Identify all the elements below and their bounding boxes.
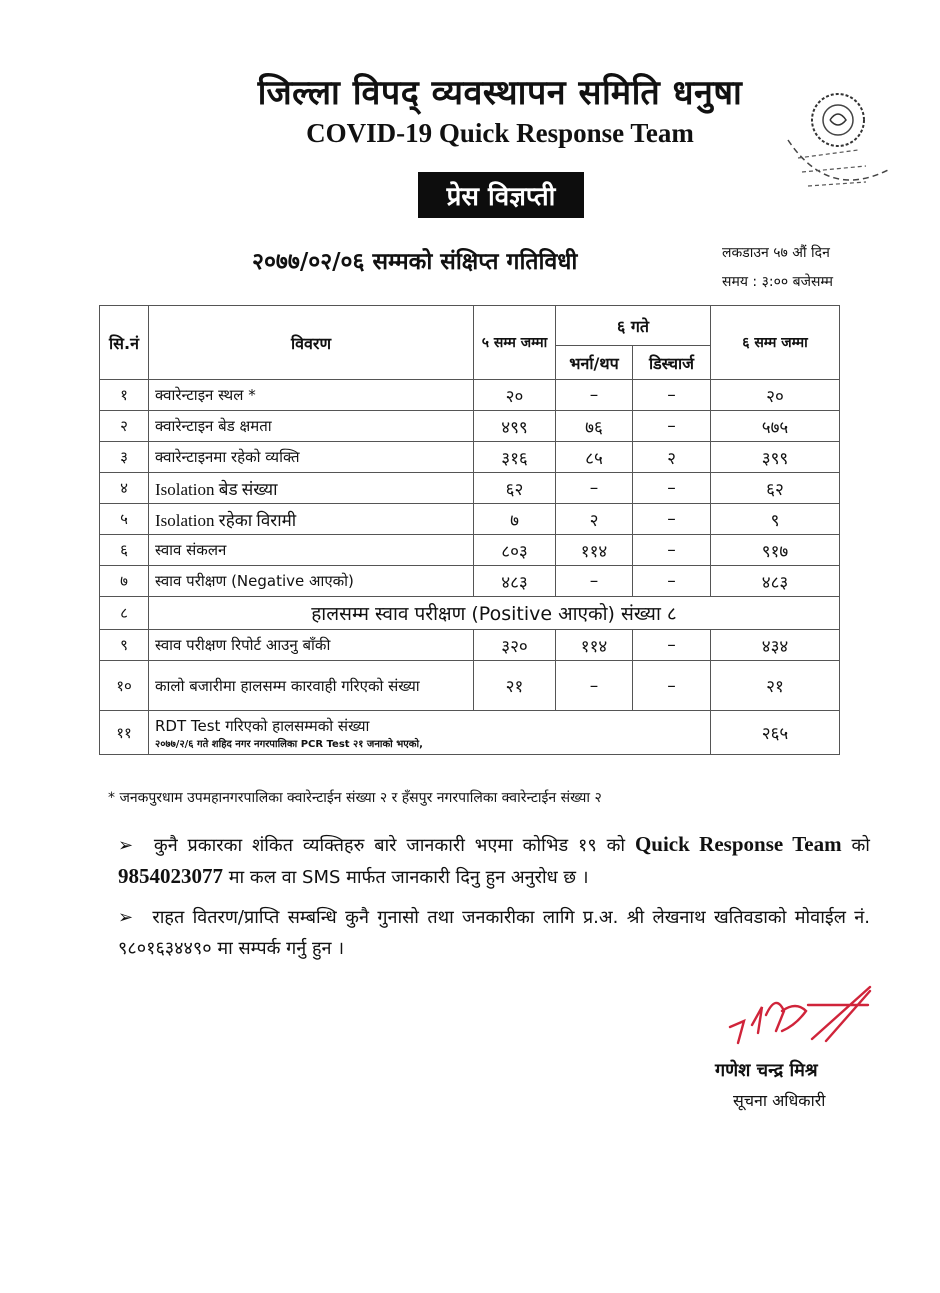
row-description: क्वारेन्टाइनमा रहेको व्यक्ति (149, 442, 474, 473)
row-description: स्वाव संकलन (149, 535, 474, 566)
row-sn: ३ (100, 442, 149, 473)
row-total-till-5: ४९९ (474, 411, 556, 442)
org-title: जिल्ला विपद् व्यवस्थापन समिति धनुषा (257, 73, 743, 113)
notice1-text-a: कुनै प्रकारका शंकित व्यक्तिहरु बारे जानकारी भएमा कोभिड १९ को (153, 835, 626, 856)
row-admit: २ (556, 504, 633, 535)
row-discharge: – (633, 566, 711, 597)
header-total-till-5: ५ सम्म जम्मा (474, 306, 556, 380)
row-discharge: – (633, 504, 711, 535)
row-discharge: – (633, 380, 711, 411)
row-admit: – (556, 661, 633, 711)
row-total-till-6: २१ (711, 661, 840, 711)
table-row (100, 566, 840, 597)
signature-icon (722, 975, 882, 1055)
table-row (100, 630, 840, 661)
office-seal-icon (768, 80, 898, 210)
activity-table (99, 305, 840, 755)
footnote: * जनकपुरधाम उपमहानगरपालिका क्वारेन्टाईन संख्या २ र हँसपुर नगरपालिका क्वारेन्टाईन संख्या २ (108, 790, 602, 806)
table-row (100, 661, 840, 711)
row-total-till-5: ८०३ (474, 535, 556, 566)
signatory-name: गणेश चन्द्र मिश्र (715, 1060, 818, 1081)
row-discharge: – (633, 473, 711, 504)
notice1-text-b: को (851, 835, 870, 856)
summary-title: २०७७/०२/०६ सम्मको संक्षिप्त गतिविधी (252, 249, 578, 275)
header-discharge: डिस्चार्ज (633, 346, 711, 380)
row-discharge: – (633, 411, 711, 442)
table-row (100, 473, 840, 504)
notice1-phone: 9854023077 (118, 864, 223, 888)
row-total-till-6: ४३४ (711, 630, 840, 661)
row-sn: १० (100, 661, 149, 711)
notice1-text-c: मा कल वा SMS मार्फत जानकारी दिनु हुन अनुरोध छ । (228, 867, 589, 888)
positive-row (100, 597, 840, 630)
row-total-till-6: ४८३ (711, 566, 840, 597)
table-row (100, 411, 840, 442)
notice2-text: राहत वितरण/प्राप्ति सम्बन्धि कुनै गुनासो तथा जनकारीका लागि प्र.अ. श्री लेखनाथ खतिवडाको मोवाईल नं. ९८०१६३४४९० मा सम्पर्क गर्नु हुन । (118, 907, 870, 959)
row-total-till-5: ७ (474, 504, 556, 535)
row-total-till-5: २० (474, 380, 556, 411)
row-total-till-6: ९१७ (711, 535, 840, 566)
table-row (100, 535, 840, 566)
time-note: समय : ३:०० बजेसम्म (722, 274, 833, 290)
row-total-till-6: ५७५ (711, 411, 840, 442)
arrow-bullet-icon: ➢ (118, 907, 134, 928)
row-description: Isolation रहेका विरामी (149, 504, 474, 535)
row-description: Isolation बेड संख्या (149, 473, 474, 504)
row-sn: ११ (100, 711, 149, 755)
row-sn: २ (100, 411, 149, 442)
arrow-bullet-icon: ➢ (118, 835, 134, 856)
lockdown-day: लकडाउन ५७ औं दिन (722, 245, 830, 261)
row-admit: ७६ (556, 411, 633, 442)
notice1-team: Quick Response Team (634, 832, 842, 856)
team-title: COVID-19 Quick Response Team (306, 118, 694, 148)
row-sn: ६ (100, 535, 149, 566)
row-description: कालो बजारीमा हालसम्म कारवाही गरिएको संख्या (149, 661, 474, 711)
row-admit: ८५ (556, 442, 633, 473)
row-admit: ११४ (556, 630, 633, 661)
rdt-row (100, 711, 840, 755)
table-row (100, 380, 840, 411)
row-total-till-6: २६५ (711, 711, 840, 755)
row-total-till-5: २१ (474, 661, 556, 711)
row-total-till-5: ३१६ (474, 442, 556, 473)
header-sn: सि.नं (100, 306, 149, 380)
press-release-label: प्रेस विज्ञप्ती (418, 172, 584, 218)
row-sn: ४ (100, 473, 149, 504)
row-description: क्वारेन्टाइन स्थल * (149, 380, 474, 411)
rdt-note: २०७७/२/६ गते शहिद नगर नगरपालिका PCR Test २१ जनाको भएको, (155, 738, 423, 750)
table-row (100, 442, 840, 473)
row-admit: – (556, 566, 633, 597)
row-admit: – (556, 380, 633, 411)
row-total-till-6: २० (711, 380, 840, 411)
row-sn: ७ (100, 566, 149, 597)
row-description: क्वारेन्टाइन बेड क्षमता (149, 411, 474, 442)
header-total-till-6: ६ सम्म जम्मा (711, 306, 840, 380)
signatory-role: सूचना अधिकारी (733, 1091, 826, 1110)
notice-relief (118, 902, 870, 964)
row-discharge: – (633, 535, 711, 566)
row-admit: – (556, 473, 633, 504)
row-description: स्वाव परीक्षण (Negative आएको) (149, 566, 474, 597)
notice-contact-qrt (118, 829, 870, 893)
row-description: स्वाव परीक्षण रिपोर्ट आउनु बाँकी (149, 630, 474, 661)
row-sn: ९ (100, 630, 149, 661)
positive-summary: हालसम्म स्वाव परीक्षण (Positive आएको) संख्या ८ (149, 597, 840, 630)
row-sn: १ (100, 380, 149, 411)
row-sn: ८ (100, 597, 149, 630)
row-total-till-6: ६२ (711, 473, 840, 504)
header-description: विवरण (149, 306, 474, 380)
row-total-till-5: ४८३ (474, 566, 556, 597)
header-day-6: ६ गते (556, 306, 711, 346)
row-total-till-6: ३९९ (711, 442, 840, 473)
row-total-till-6: ९ (711, 504, 840, 535)
row-admit: ११४ (556, 535, 633, 566)
header-admit: भर्ना/थप (556, 346, 633, 380)
table-row (100, 504, 840, 535)
row-total-till-5: ३२० (474, 630, 556, 661)
rdt-description: RDT Test गरिएको हालसम्मको संख्या (155, 716, 370, 735)
row-total-till-5: ६२ (474, 473, 556, 504)
row-discharge: – (633, 630, 711, 661)
rdt-description-cell (149, 711, 711, 755)
row-sn: ५ (100, 504, 149, 535)
row-discharge: – (633, 661, 711, 711)
row-discharge: २ (633, 442, 711, 473)
